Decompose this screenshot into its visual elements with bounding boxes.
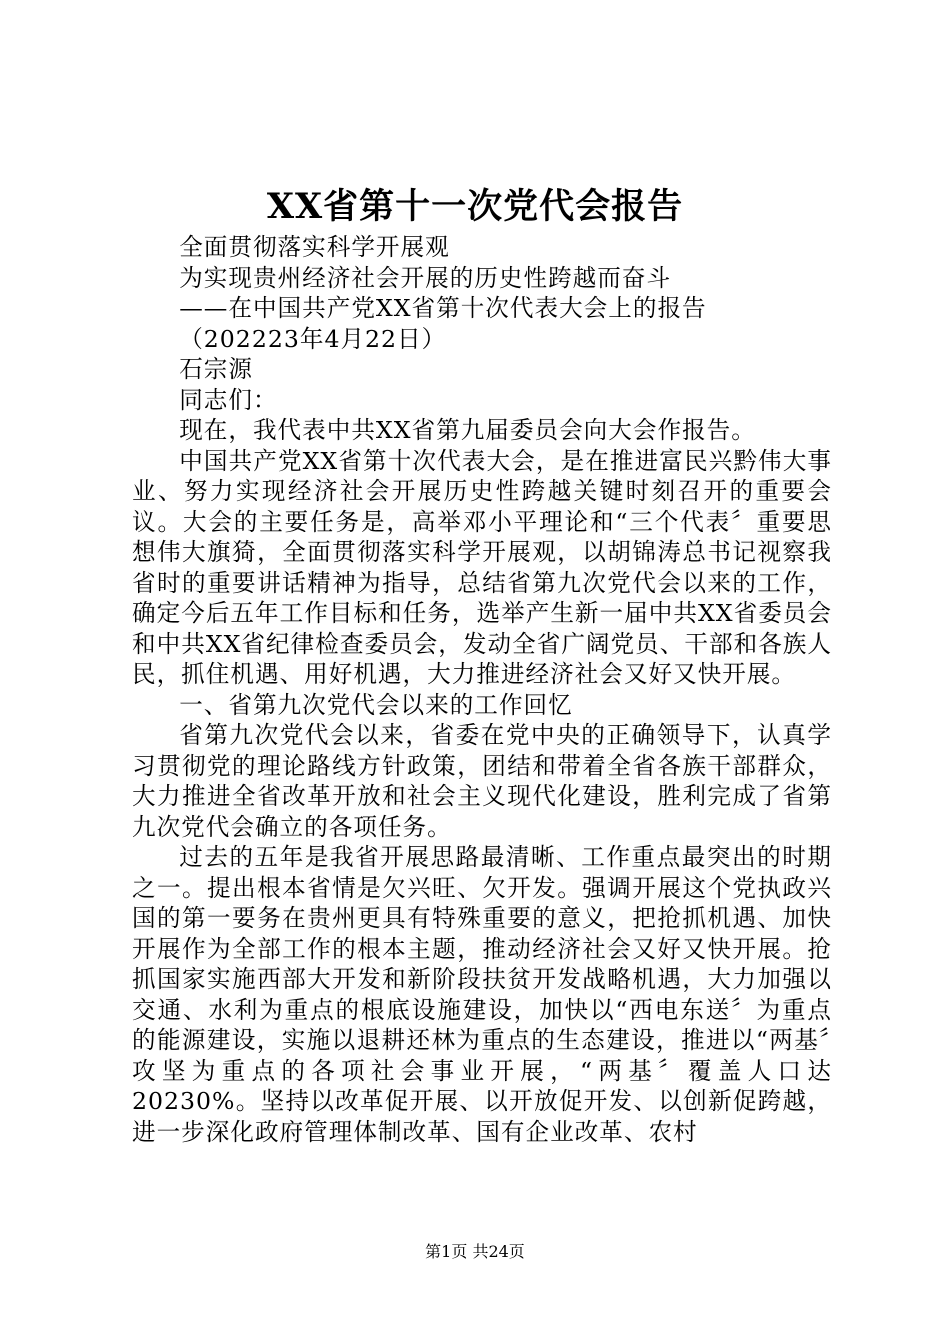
author-line: 石宗源: [179, 355, 253, 383]
subtitle-line: 为实现贵州经济社会开展的历史性跨越而奋斗: [179, 263, 672, 292]
section-heading: 一、省第九次党代会以来的工作回忆: [179, 690, 573, 719]
page-number: 第1页 共24页: [425, 1242, 525, 1261]
subtitle-line: ——在中国共产党XX省第十次代表大会上的报告: [179, 294, 707, 322]
body-paragraph: 过去的五年是我省开展思路最清晰、工作重点最突出的时期之一。提出根本省情是欠兴旺、欠开发。强调开展这个党执政兴国的第一要务在贵州更具有特殊重要的意义，把抢抓机遇、加快开展作为全部工作的根本主题，推动经济社会又好又快开展。抢抓国家实施西部大开发和新阶段扶贫开发战略机遇，大力加强以交通、水利为重点的根底设施建设，加快以“西电东送〞为重点的能源建设，实施以退耕还林为重点的生态建设，推进以“两基〞攻坚为重点的各项社会事业开展，“两基〞覆盖人口达20230%。坚持以改革促开展、以开放促开发、以创新促跨越，进一步深化政府管理体制改革、国有企业改革、农村: [132, 843, 832, 1146]
salutation: 同志们：: [179, 385, 278, 414]
body-paragraph: 省第九次党代会以来，省委在党中央的正确领导下，认真学习贯彻党的理论路线方针政策，团结和带着全省各族干部群众，大力推进全省改革开放和社会主义现代化建设，胜利完成了省第九次党代会确立的各项任务。: [132, 721, 832, 841]
subtitle-line: 全面贯彻落实科学开展观: [179, 233, 450, 261]
body-paragraph: 中国共产党XX省第十次代表大会，是在推进富民兴黔伟大事业、努力实现经济社会开展历史性跨越关键时刻召开的重要会议。大会的主要任务是，高举邓小平理论和“三个代表〞重要思想伟大旗猗，全面贯彻落实科学开展观，以胡锦涛总书记视察我省时的重要讲话精神为指导，总结省第九次党代会以来的工作，确定今后五年工作目标和任务，选举产生新一届中共XX省委员会和中共XX省纪律检查委员会，发动全省广阔党员、干部和各族人民，抓住机遇、用好机遇，大力推进经济社会又好又快开展。: [132, 446, 832, 688]
document-body: [132, 232, 832, 1147]
body-paragraph: 现在，我代表中共XX省第九届委员会向大会作报告。: [179, 416, 756, 444]
document-title: XX省第十一次党代会报告: [266, 186, 684, 227]
date-line: （202223年4月22日）: [179, 324, 447, 353]
